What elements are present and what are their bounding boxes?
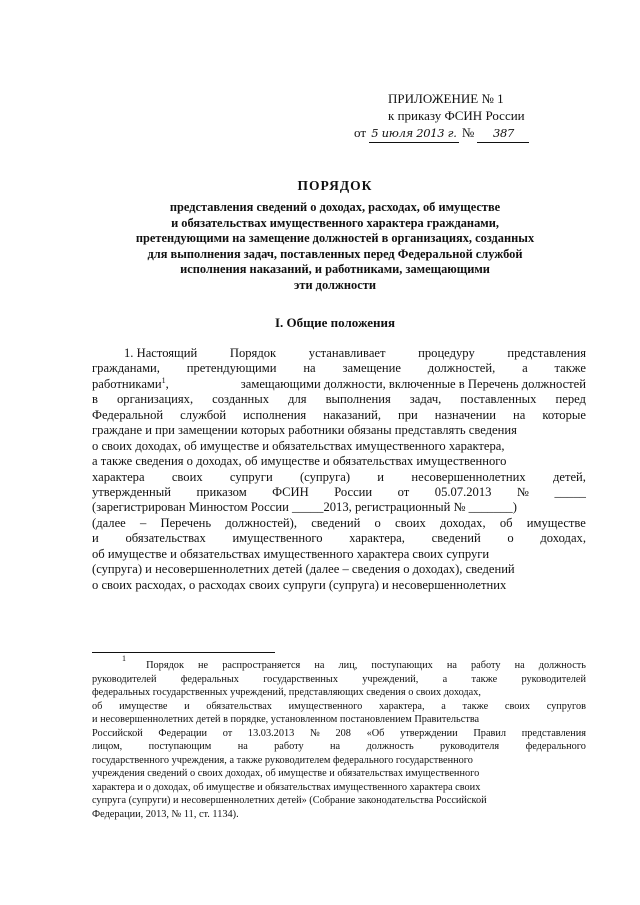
word: Порядок — [146, 660, 184, 671]
title-line: эти должности — [294, 277, 376, 292]
word: а также сведения о доходах, об имуществе и обязательствах имущественного — [92, 454, 507, 469]
paragraph-line — [92, 470, 586, 485]
word: в — [92, 392, 98, 407]
title-subtitle — [80, 200, 590, 294]
paragraph-line — [92, 547, 586, 562]
footnote-line — [92, 686, 586, 700]
word: граждане и при замещении которых работники обязаны представлять сведения — [92, 423, 517, 438]
handwritten-date: 5 июля 2013 г. — [369, 125, 458, 143]
word: характера, — [378, 700, 425, 712]
word: 05.07.2013 — [434, 484, 492, 499]
word: представления — [507, 346, 586, 360]
word: и — [377, 469, 385, 484]
word: о — [374, 515, 381, 530]
paragraph-line — [92, 392, 586, 407]
word: федеральных государственных учреждений, представляющих сведения о своих доходах, — [92, 687, 481, 699]
word: назначении — [434, 407, 497, 422]
word: характера — [92, 469, 145, 484]
footnote-line — [92, 700, 586, 714]
word: представления — [521, 727, 586, 739]
title-line: исполнения наказаний, и работниками, замещающими — [180, 262, 490, 277]
word: для — [288, 392, 307, 407]
word: руководителя — [440, 741, 500, 753]
word: (зарегистрирован Минюстом России _____2013, регистрационный № _______) — [92, 500, 517, 515]
word: несовершеннолетних — [411, 469, 526, 484]
word: а — [441, 700, 446, 712]
word: доходах, — [540, 531, 586, 546]
paragraph-line — [92, 500, 586, 515]
word: приказом — [196, 484, 247, 499]
footnote-line — [92, 713, 586, 727]
title-line: и обязательствах имущественного характера гражданами, — [171, 215, 499, 230]
word: замещающими должности, включенные в Перечень должностей — [240, 376, 586, 391]
word: поступающих — [371, 660, 433, 671]
paragraph-line — [92, 439, 586, 454]
word: № — [516, 484, 529, 499]
word: 208 — [335, 727, 351, 739]
word: должностей), — [225, 515, 297, 530]
word: лиц, — [338, 660, 358, 671]
word: утвержденный — [92, 484, 171, 499]
word: супруги — [229, 469, 273, 484]
word: характера, — [349, 531, 405, 546]
word: № — [309, 727, 320, 739]
word: – — [139, 515, 147, 530]
word: сведений — [431, 531, 481, 546]
word: имущественного — [232, 531, 323, 546]
word: от — [222, 727, 233, 739]
word: а — [442, 673, 448, 685]
appendix-date-line — [354, 124, 529, 143]
word: на — [514, 660, 525, 671]
word: задач, — [409, 392, 442, 407]
word: созданных — [212, 392, 270, 407]
word: своих — [504, 700, 531, 712]
footnote-line — [92, 754, 586, 768]
word: Порядок — [229, 346, 277, 360]
title-line: для выполнения задач, поставленных перед Федеральной службой — [147, 246, 523, 261]
word: сведений — [311, 515, 361, 530]
word: учреждений, — [362, 673, 419, 685]
word: Перечень — [160, 515, 212, 530]
word: федеральных — [180, 673, 239, 685]
word: руководителей — [521, 673, 586, 685]
footnote-marker: 1 — [161, 375, 166, 385]
word: а — [522, 361, 528, 376]
word: Правил — [473, 727, 507, 739]
word: и — [184, 700, 190, 712]
word: работу — [274, 741, 304, 753]
word: претендующими — [186, 361, 277, 376]
word: устанавливает — [308, 346, 386, 360]
word: наказаний, — [323, 407, 381, 422]
word: работниками$^1$, — [92, 375, 169, 391]
word: поставленных — [460, 392, 537, 407]
word: на — [330, 741, 341, 753]
word: об — [92, 700, 103, 712]
footnote-line — [92, 727, 586, 741]
word: руководителей — [92, 673, 157, 685]
footnote-line — [92, 654, 586, 673]
paragraph-line — [92, 578, 586, 593]
word: о своих расходах, о расходах своих супруги (супруга) и несовершеннолетних — [92, 577, 507, 592]
word: о своих доходах, об имуществе и обязательствах имущественного характера, — [92, 438, 505, 453]
appendix-title: ПРИЛОЖЕНИЕ № 1 — [388, 91, 504, 106]
word: и — [92, 531, 99, 546]
document-title — [80, 178, 590, 294]
footnote-divider — [92, 652, 275, 653]
word: лицом, — [92, 741, 123, 753]
word: не — [198, 660, 209, 671]
word: России — [334, 484, 373, 499]
word: о — [507, 531, 514, 546]
section-heading: I. Общие положения — [275, 315, 395, 330]
footnote-line — [92, 808, 586, 822]
paragraph-line — [92, 361, 586, 376]
word: на — [303, 361, 316, 376]
word: обязательствах — [125, 531, 206, 546]
word: также — [462, 700, 489, 712]
word: Российской — [92, 727, 143, 739]
title-line: представления сведений о доходах, расходах, об имуществе — [169, 200, 501, 214]
paragraph-line — [92, 346, 586, 361]
paragraph-line — [92, 377, 586, 392]
word: доходах, — [440, 515, 486, 530]
word: (супруга) — [299, 469, 351, 484]
word: организациях, — [116, 392, 194, 407]
paragraph-line — [92, 531, 586, 546]
word: «Об — [366, 727, 385, 739]
word: Федерации, 2013, № 11, ст. 1134). — [92, 809, 239, 821]
word: на — [446, 660, 457, 671]
word: работу — [471, 660, 501, 671]
word: 13.03.2013 — [247, 727, 295, 739]
word: супруга (супруги) и несовершеннолетних детей» (Собрание законодательства Российской — [92, 795, 487, 807]
paragraph-line — [92, 485, 586, 500]
paragraph-line — [92, 562, 586, 577]
date-prefix: от — [354, 125, 367, 140]
word: _____ — [554, 484, 586, 499]
number-label: № — [461, 125, 475, 140]
word: которые — [542, 407, 586, 422]
word: исполнения — [243, 407, 307, 422]
word: от — [397, 484, 410, 499]
word: при — [397, 407, 418, 422]
word: перед — [555, 392, 586, 407]
paragraph-line — [92, 516, 586, 531]
word: учреждения сведений о своих доходах, об имуществе и обязательствах имущественного — [92, 768, 480, 780]
word: также — [471, 673, 498, 685]
word: службой — [180, 407, 227, 422]
word: и несовершеннолетних детей в порядке, установленном постановлением Правительства — [92, 714, 480, 726]
word: своих — [395, 515, 426, 530]
word: гражданами, — [92, 361, 160, 376]
word: должностей, — [427, 361, 496, 376]
word: (далее — [92, 515, 126, 530]
word: (супруга) и несовершеннолетних детей (далее – сведения о доходах), сведений — [92, 562, 515, 577]
handwritten-number: 387 — [477, 125, 529, 143]
word: 1. Настоящий — [124, 346, 198, 360]
title-main: ПОРЯДОК — [297, 178, 373, 193]
title-line: претендующими на замещение должностей в организациях, созданных — [135, 231, 535, 246]
word: характера и о доходах, об имуществе и обязательствах имущественного характера своих — [92, 781, 481, 793]
word: федерального — [525, 741, 586, 753]
word: имуществе — [526, 515, 586, 530]
word: на — [314, 660, 325, 671]
word: также — [554, 361, 586, 376]
footnote-line — [92, 794, 586, 808]
footnote-line — [92, 673, 586, 687]
word: на — [513, 407, 526, 422]
word: выполнения — [325, 392, 391, 407]
word: об — [499, 515, 513, 530]
word: детей, — [552, 469, 586, 484]
word: распространяется — [222, 660, 301, 671]
appendix-reference: к приказу ФСИН России — [388, 108, 525, 123]
word: на — [237, 741, 248, 753]
footnote — [92, 654, 586, 822]
word: поступающим — [148, 741, 212, 753]
word: Федеральной — [92, 407, 164, 422]
footnote-line — [92, 781, 586, 795]
footnote-line — [92, 767, 586, 781]
word: ФСИН — [272, 484, 309, 499]
word: имущественного — [288, 700, 363, 712]
paragraph-body — [92, 346, 586, 593]
word: своих — [171, 469, 203, 484]
word: государственного учреждения, а также руководителем федерального государственного — [92, 754, 473, 766]
word: должность — [366, 741, 414, 753]
word: Федерации — [158, 727, 208, 739]
paragraph-line — [92, 454, 586, 469]
footnote-line — [92, 740, 586, 754]
word: государственных — [263, 673, 338, 685]
footnote-number: 1 — [122, 654, 126, 663]
word: об имуществе и обязательствах имущественного характера своих супруги — [92, 546, 490, 561]
word: замещение — [342, 361, 401, 376]
word: имуществе — [119, 700, 168, 712]
word: должность — [538, 660, 586, 671]
appendix-header — [354, 90, 529, 143]
word: утверждении — [400, 727, 458, 739]
paragraph-line — [92, 408, 586, 423]
paragraph-line — [92, 423, 586, 438]
word: процедуру — [418, 346, 475, 360]
word: супругов — [546, 700, 586, 712]
word: обязательствах — [206, 700, 272, 712]
